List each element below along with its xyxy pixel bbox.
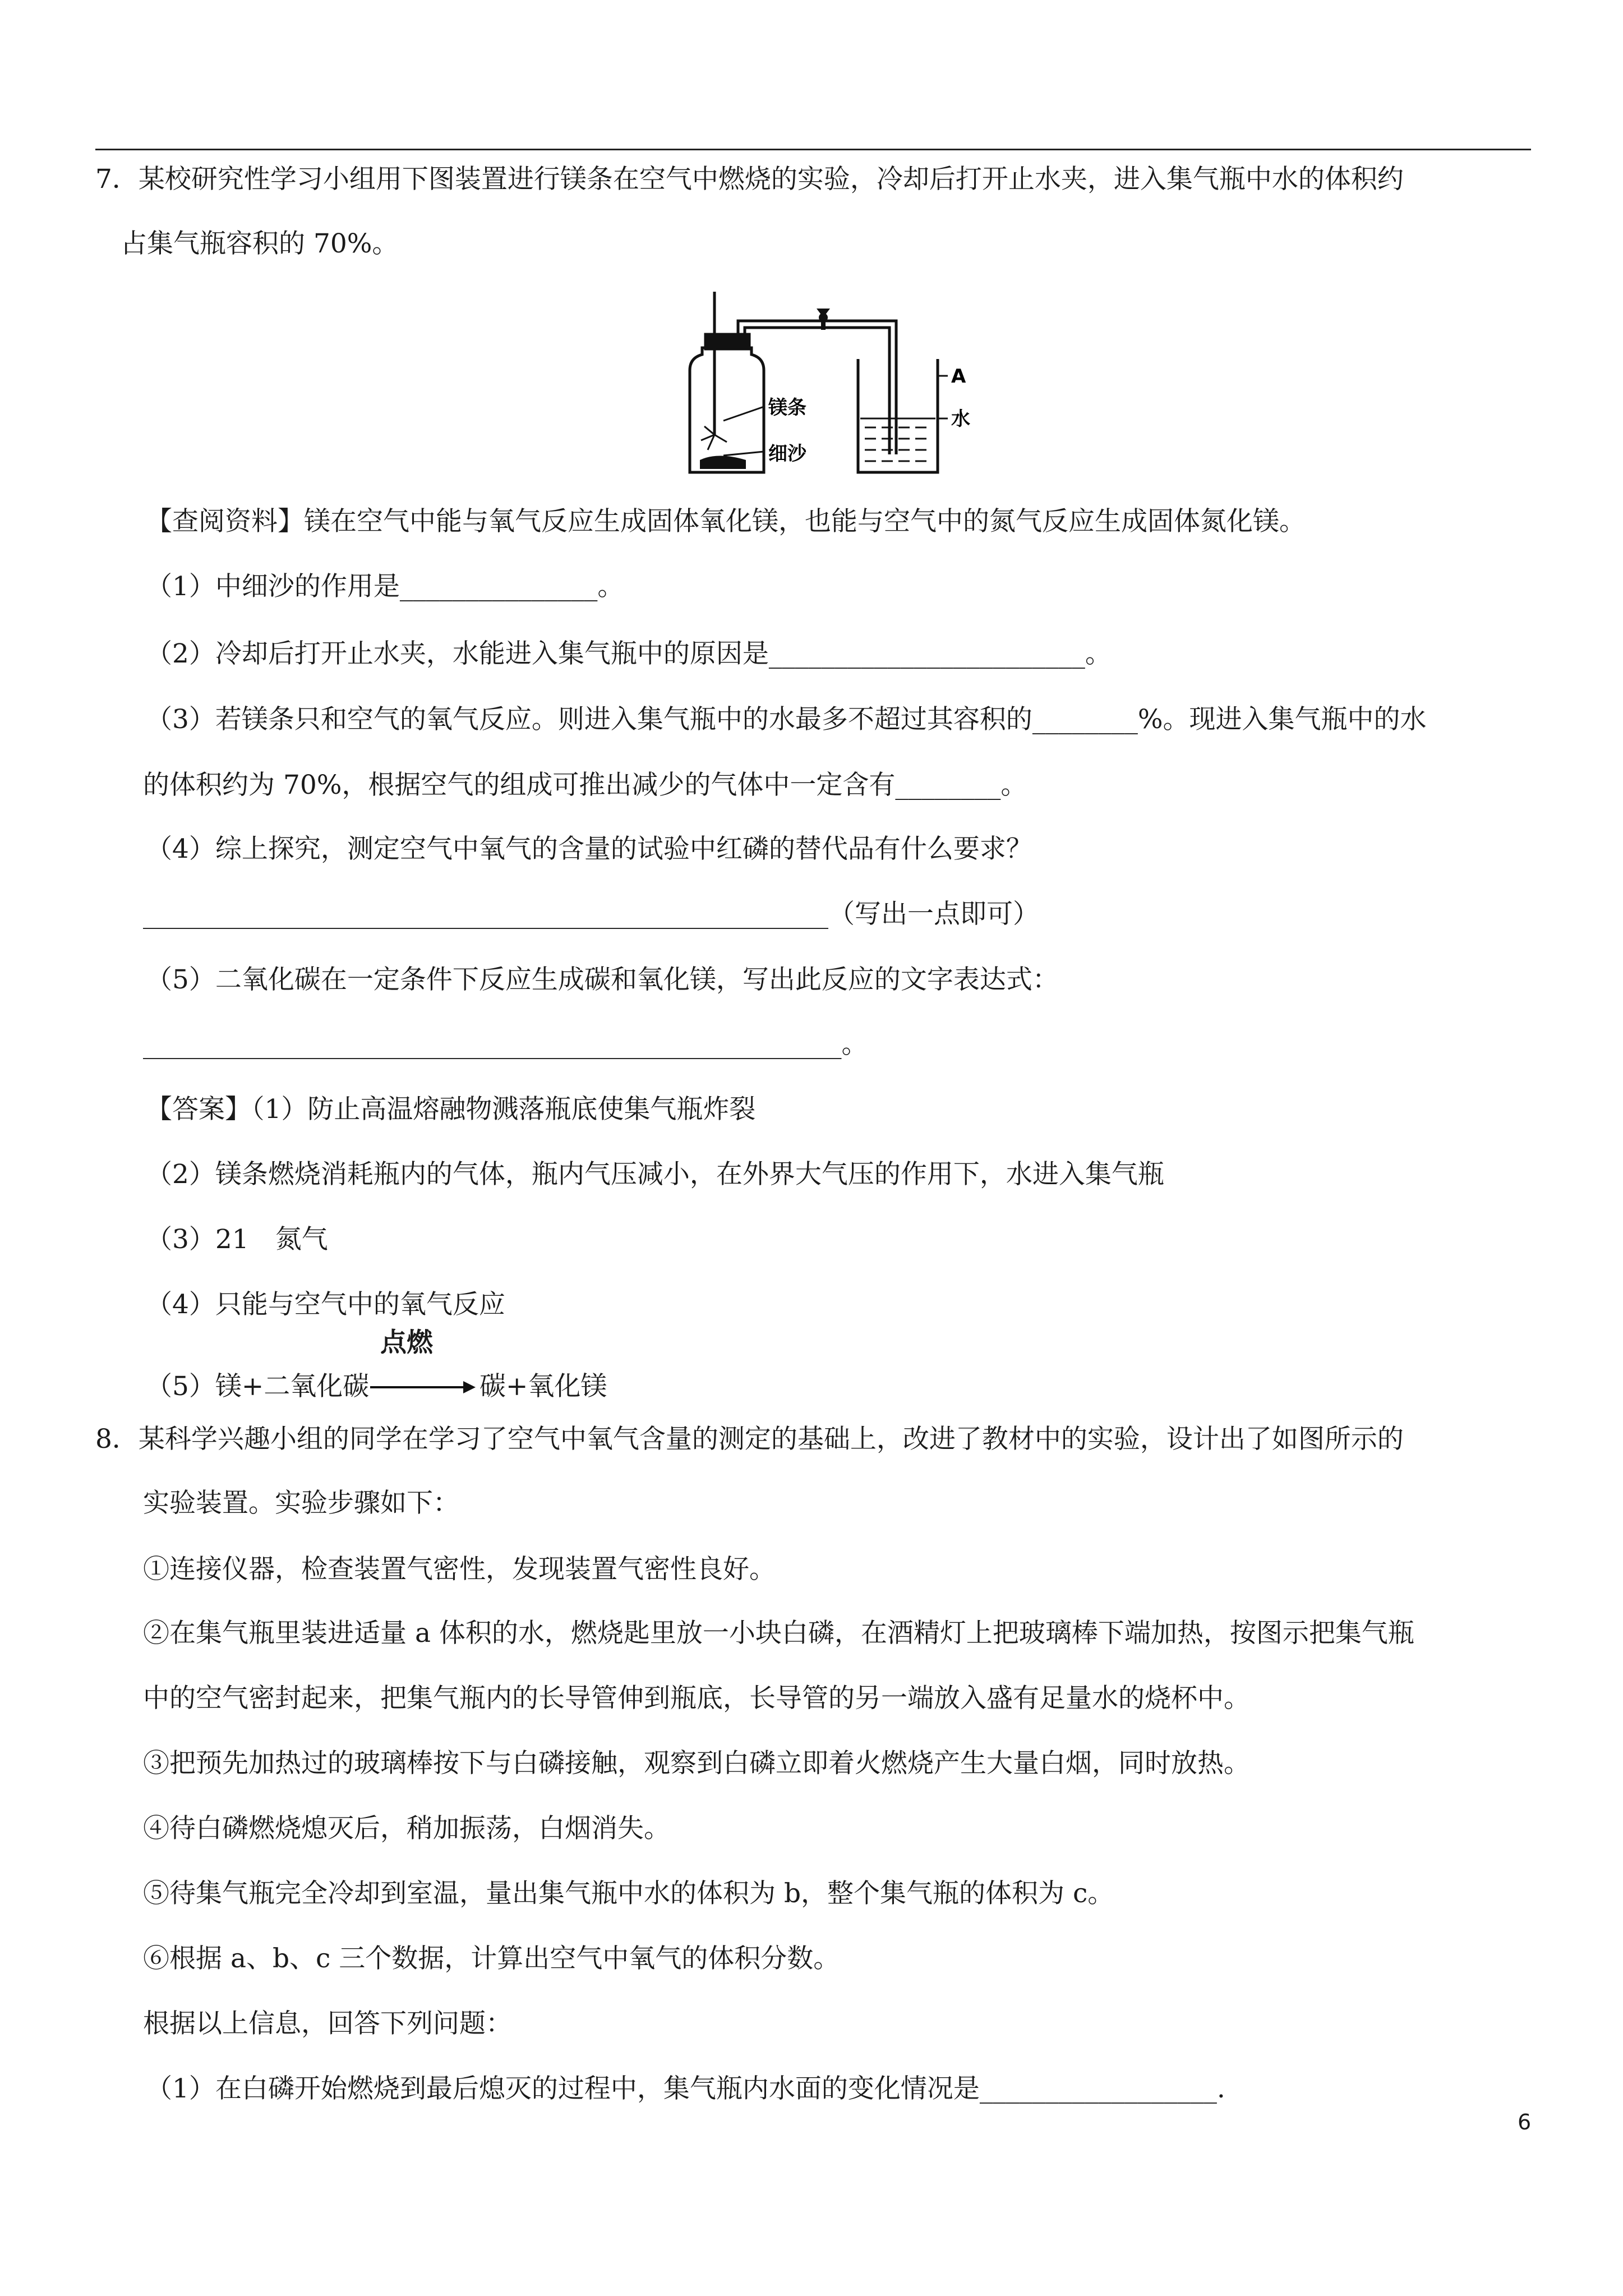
q7-q2: （2）冷却后打开止水夹，水能进入集气瓶中的原因是________________________。 <box>146 638 1112 669</box>
fine-sand <box>700 456 746 470</box>
q8-step3: ③把预先加热过的玻璃棒按下与白磷接触，观察到白磷立即着火燃烧产生大量白烟，同时放热。 <box>143 1748 1250 1779</box>
label-mg: 镁条 <box>768 397 806 419</box>
label-sand: 细沙 <box>768 443 806 465</box>
q7-stem-line2: 占集气瓶容积的 70%。 <box>121 228 399 259</box>
q8-step2-line2: 中的空气密封起来，把集气瓶内的长导管伸到瓶底，长导管的另一端放入盛有足量水的烧杯中。 <box>143 1683 1250 1714</box>
q7-answer-1: 【答案】（1）防止高温熔融物溅落瓶底使集气瓶炸裂 <box>146 1094 756 1125</box>
q8-step4: ④待白磷燃烧熄灭后，稍加振荡，白烟消失。 <box>143 1813 670 1844</box>
q8-step1: ①连接仪器，检查装置气密性，发现装置气密性良好。 <box>143 1554 776 1585</box>
q8-prompt: 根据以上信息，回答下列问题： <box>143 2008 512 2039</box>
q7-answer-3: （3）21 氮气 <box>146 1224 328 1255</box>
q7-answer-2: （2）镁条燃烧消耗瓶内的气体，瓶内气压减小，在外界大气压的作用下，水进入集气瓶 <box>146 1159 1164 1190</box>
q7-info: 【查阅资料】镁在空气中能与氧气反应生成固体氧化镁，也能与空气中的氮气反应生成固体氮化镁。 <box>146 506 1306 537</box>
q7-q5-line1: （5）二氧化碳在一定条件下反应生成碳和氧化镁，写出此反应的文字表达式： <box>146 964 1059 995</box>
equation-prefix: （5）镁+二氧化碳 <box>146 1371 370 1402</box>
q7-stem-line1: 7．某校研究性学习小组用下图装置进行镁条在空气中燃烧的实验，冷却后打开止水夹，进入集气瓶中水的体积约 <box>95 164 1404 195</box>
jar-stopper <box>706 334 749 349</box>
label-water: 水 <box>951 408 970 430</box>
q8-q1: （1）在白磷开始燃烧到最后熄灭的过程中，集气瓶内水面的变化情况是__________________. <box>146 2073 1225 2104</box>
reaction-arrow <box>370 1379 477 1396</box>
apparatus-diagram <box>667 292 981 477</box>
q7-q1: （1）中细沙的作用是_______________。 <box>146 571 624 602</box>
q7-q5-line2: _____________________________________________________。 <box>143 1029 868 1060</box>
q7-q4-line2: ____________________________________________________（写出一点即可） <box>143 899 1039 930</box>
equation-condition: 点燃 <box>380 1327 433 1358</box>
q8-stem-line2: 实验装置。实验步骤如下： <box>143 1488 459 1519</box>
label-a: A <box>951 365 966 388</box>
page-number: 6 <box>1518 2110 1532 2134</box>
q7-q3-line2: 的体积约为 70%，根据空气的组成可推出减少的气体中一定含有________。 <box>143 770 1027 800</box>
equation-suffix: 碳+氧化镁 <box>479 1371 607 1402</box>
q7-answer-4: （4）只能与空气中的氧气反应 <box>146 1289 505 1320</box>
q8-step5: ⑤待集气瓶完全冷却到室温，量出集气瓶中水的体积为 b，整个集气瓶的体积为 c。 <box>143 1878 1114 1909</box>
q7-q3-line1: （3）若镁条只和空气的氧气反应。则进入集气瓶中的水最多不超过其容积的________%。现进入集气瓶中的水 <box>146 704 1427 735</box>
q7-q4-line1: （4）综上探究，测定空气中氧气的含量的试验中红磷的替代品有什么要求？ <box>146 834 1032 864</box>
connecting-tube <box>738 321 896 454</box>
q7-apparatus-figure <box>667 292 981 477</box>
q8-step6: ⑥根据 a、b、c 三个数据，计算出空气中氧气的体积分数。 <box>143 1943 840 1974</box>
q8-step2-line1: ②在集气瓶里装进适量 a 体积的水，燃烧匙里放一小块白磷，在酒精灯上把玻璃棒下端加热，按图示把集气瓶 <box>143 1618 1414 1649</box>
q8-stem-line1: 8．某科学兴趣小组的同学在学习了空气中氧气含量的测定的基础上，改进了教材中的实验，设计出了如图所示的 <box>95 1424 1404 1455</box>
beaker <box>858 359 938 472</box>
header-rule <box>95 149 1531 150</box>
